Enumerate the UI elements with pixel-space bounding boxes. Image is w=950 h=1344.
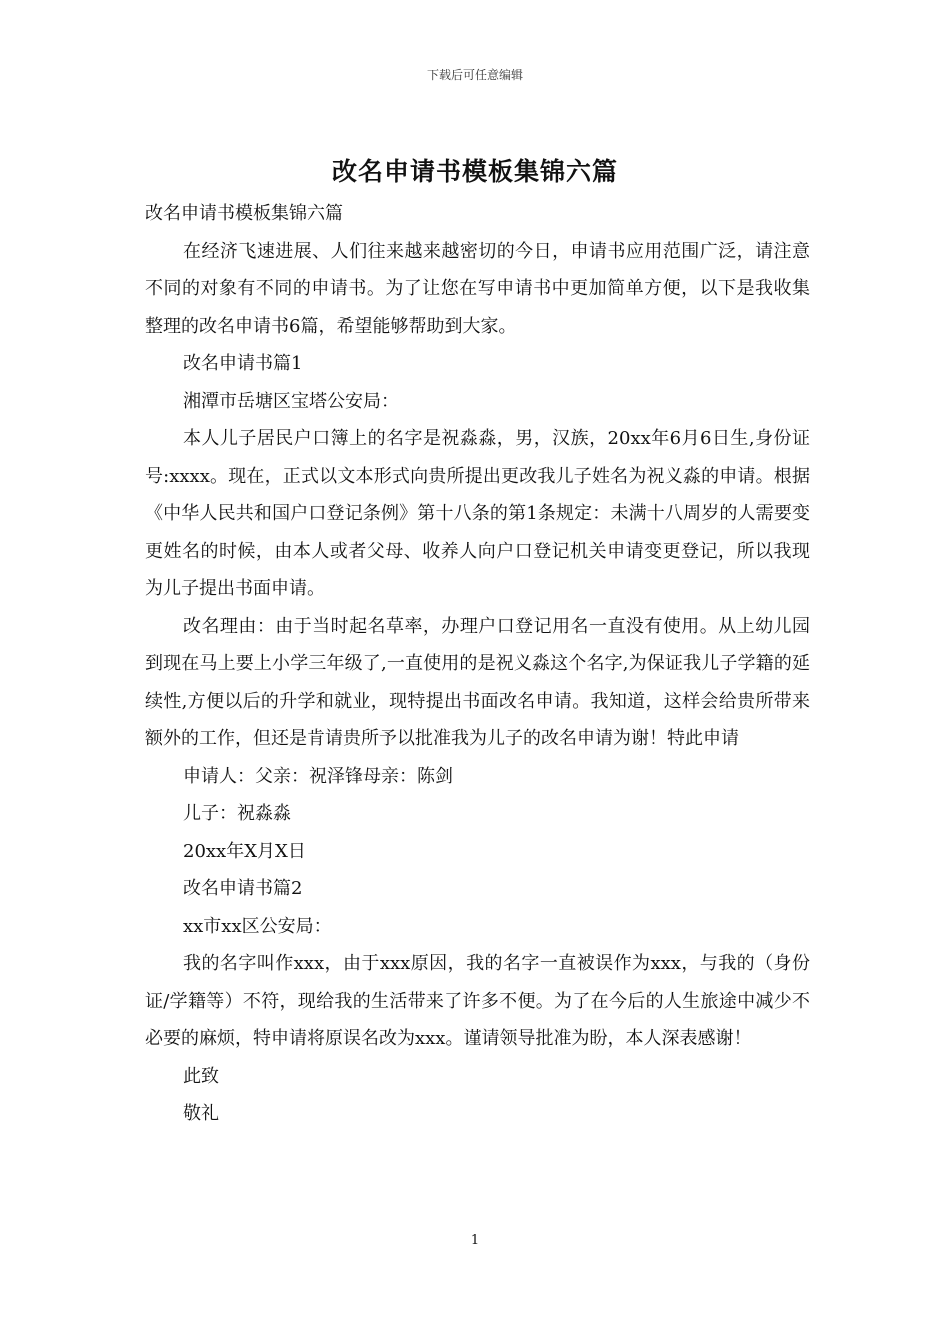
section-heading-1: 改名申请书篇1 [183, 353, 303, 374]
date-line: 20xx年X月X日 [183, 840, 306, 862]
closing-line-2: 敬礼 [183, 1103, 219, 1124]
addressee-1: 湘潭市岳塘区宝塔公安局： [183, 390, 399, 412]
document-body [145, 195, 810, 1133]
intro-paragraph: 在经济飞速进展、人们往来越来越密切的今日，申请书应用范围广泛，请注意不同的对象有不同的申请书。为了让您在写申请书中更加简单方便，以下是我收集整理的改名申请书6篇，希望能够帮助到大家。 [145, 240, 810, 337]
closing-line-1: 此致 [183, 1065, 219, 1087]
addressee-2: xx市xx区公安局： [183, 915, 332, 937]
page-number: 1 [470, 1233, 480, 1248]
applicant-line: 申请人：父亲：祝泽锋母亲：陈剑 [183, 765, 453, 787]
body-paragraph-1: 本人儿子居民户口簿上的名字是祝淼淼，男，汉族，20xx年6月6日生,身份证号:xxxx。现在，正式以文本形式向贵所提出更改我儿子姓名为祝义淼的申请。根据《中华人民共和国户口登记条例》第十八条的第1条规定：未满十八周岁的人需要变更姓名的时候，由本人或者父母、收养人向户口登记机关申请变更登记，所以我现为儿子提出书面申请。 [145, 428, 810, 599]
document-title: 改名申请书模板集锦六篇 [331, 157, 618, 186]
son-line: 儿子：祝淼淼 [183, 803, 291, 824]
section-heading-2: 改名申请书篇2 [183, 878, 303, 899]
reason-paragraph: 改名理由：由于当时起名草率，办理户口登记用名一直没有使用。从上幼儿园到现在马上要上小学三年级了,一直使用的是祝义淼这个名字,为保证我儿子学籍的延续性,方便以后的升学和就业，现特提出书面改名申请。我知道，这样会给贵所带来额外的工作，但还是肯请贵所予以批准我为儿子的改名申请为谢！特此申请 [145, 615, 810, 749]
header-note: 下载后可任意编辑 [426, 68, 523, 82]
subtitle-line: 改名申请书模板集锦六篇 [145, 203, 343, 224]
body-paragraph-2: 我的名字叫作xxx，由于xxx原因，我的名字一直被误作为xxx，与我的（身份证/学籍等）不符，现给我的生活带来了许多不便。为了在今后的人生旅途中减少不必要的麻烦，特申请将原误名改为xxx。谨请领导批准为盼，本人深表感谢！ [145, 953, 810, 1049]
